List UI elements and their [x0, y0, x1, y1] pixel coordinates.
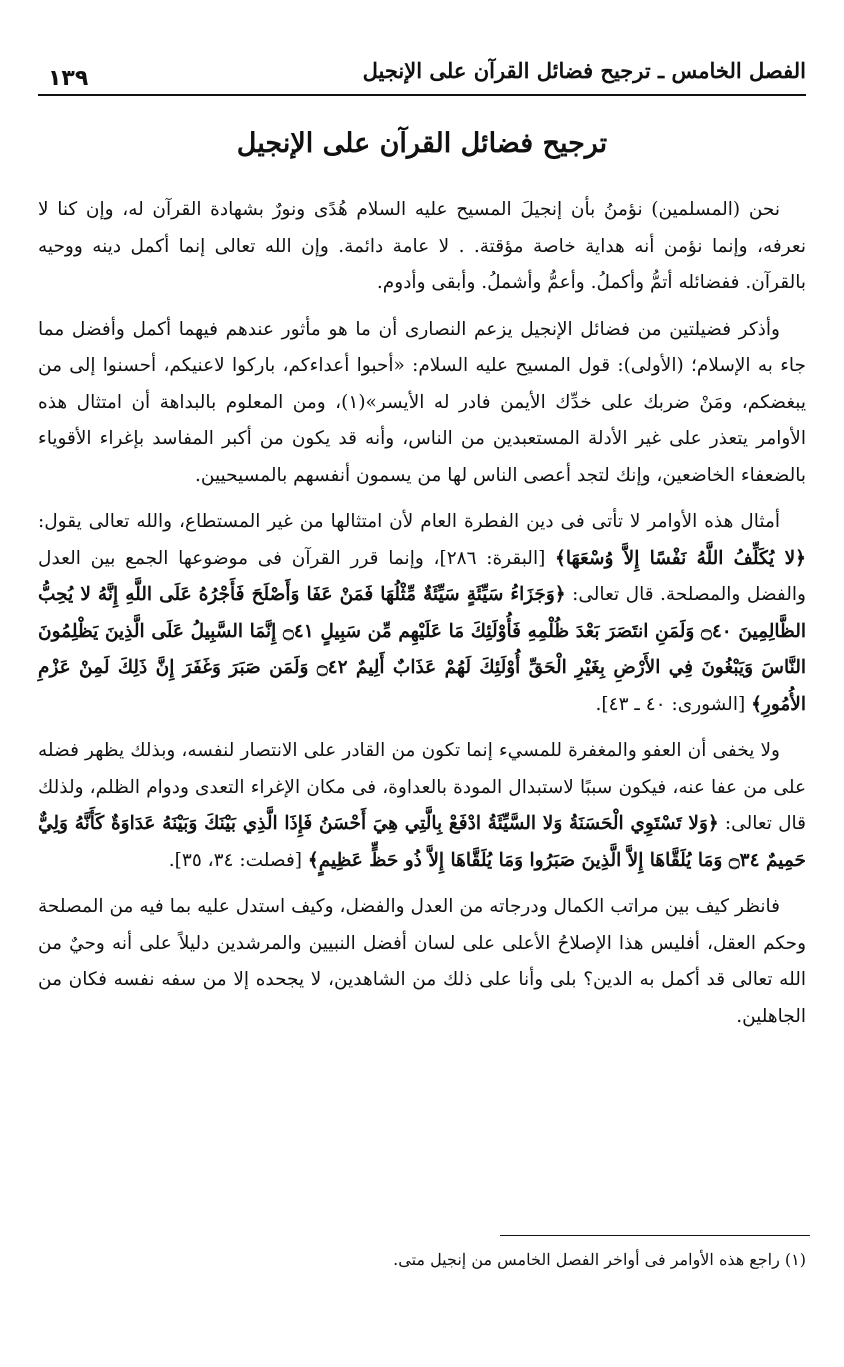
footnote: (١) راجع هذه الأوامر فى أواخر الفصل الخامس من إنجيل متى.	[393, 1250, 806, 1269]
page-header	[38, 52, 806, 96]
text-run: [البقرة: ٢٨٦]، وإنما قرر القرآن فى موضوعها الجمع بين العدل والفضل والمصلحة. قال تعالى:	[38, 547, 806, 605]
running-title: الفصل الخامس ـ ترجيح فضائل القرآن على الإنجيل	[362, 58, 806, 83]
text-run: ولا يخفى أن العفو والمغفرة للمسيء إنما تكون من القادر على الانتصار لنفسه، وبذلك يظهر فضله على من عفا عنه، فيكون سببًا لاستبدال المودة بالعداوة، فى مكان الإغراء التعدى ودوام الظلم، ولذلك قال تعالى:	[38, 740, 806, 834]
footnote-divider	[500, 1235, 810, 1236]
section-title: ترجيح فضائل القرآن على الإنجيل	[236, 128, 608, 159]
page-number: ١٣٩	[48, 66, 89, 91]
quran-verse: ﴿لا يُكَلِّفُ اللَّهُ نَفْسًا إِلاَّ وُسْعَهَا﴾	[555, 547, 806, 569]
paragraph: نحن (المسلمين) نؤمنُ بأن إنجيلَ المسيح عليه السلام هُدًى ونورٌ بشهادة القرآن له، وإن كنا لا نعرفه، وإنما نؤمن أنه هداية خاصة مؤقتة. . لا عامة دائمة. وإن الله تعالى إنما أكمل دينه ووحيه بالقرآن. ففضائله أتمُّ وأكملُ. وأعمُّ وأشملُ. وأبقى وأدوم.	[38, 199, 806, 293]
quran-verse: ﴿وَلا تَسْتَوِي الْحَسَنَةُ وَلا السَّيِّئَةُ ادْفَعْ بِالَّتِي هِيَ أَحْسَنُ فَإِذَا الَّذِي بَيْنَكَ وَبَيْنَهُ عَدَاوَةٌ كَأَنَّهُ وَلِيٌّ حَمِيمٌ ۝٣٤ وَمَا يُلَقَّاهَا إِلاَّ الَّذِينَ صَبَرُوا وَمَا يُلَقَّاهَا إِلاَّ ذُو حَظٍّ عَظِيمٍ﴾	[38, 813, 806, 871]
text-run: أمثال هذه الأوامر لا تأتى فى دين الفطرة العام لأن امتثالها من غير المستطاع، والله تعالى يقول:	[38, 511, 780, 532]
quran-verse: ﴿وَجَزَاءُ سَيِّئَةٍ سَيِّئَةٌ مِّثْلُهَا فَمَنْ عَفَا وَأَصْلَحَ فَأَجْرُهُ عَلَى اللَّهِ إِنَّهُ لا يُحِبُّ الظَّالِمِينَ ۝٤٠ وَلَمَنِ انتَصَرَ بَعْدَ ظُلْمِهِ فَأُوْلَئِكَ مَا عَلَيْهِم مِّن سَبِيلٍ ۝٤١ إِنَّمَا السَّبِيلُ عَلَى الَّذِينَ يَظْلِمُونَ النَّاسَ وَيَبْغُونَ فِي الأَرْضِ بِغَيْرِ الْحَقِّ أُوْلَئِكَ لَهُمْ عَذَابٌ أَلِيمٌ ۝٤٢ وَلَمَن صَبَرَ وَغَفَرَ إِنَّ ذَلِكَ لَمِنْ عَزْمِ الأُمُورِ﴾	[38, 584, 806, 715]
citation: [فصلت: ٣٤، ٣٥].	[168, 849, 308, 871]
paragraph: فانظر كيف بين مراتب الكمال ودرجاته من العدل والفضل، وكيف استدل عليه بما فيه من المصلحة وحكم العقل، أفليس هذا الإصلاحُ الأعلى على لسان أفضل النبيين والمرشدين دليلاً على أنه وحيٌ من الله تعالى قد أكمل به الدين؟ بلى وأنا على ذلك من الشاهدين، لا يجحده إلا من سفه نفسه فكان من الجاهلين.	[38, 896, 806, 1027]
paragraph	[38, 733, 806, 879]
paragraph: وأذكر فضيلتين من فضائل الإنجيل يزعم النصارى أن ما هو مأثور عندهم فيهما أكمل وأفضل مما جاء به الإسلام؛ (الأولى): قول المسيح عليه السلام: «أحبوا أعداءكم، باركوا لاعنيكم، أحسنوا إلى من يبغضكم، ومَنْ ضربك على خدِّك الأيمن فادر له الأيسر»(١)، ومن المعلوم بالبداهة أن امتثال هذه الأوامر يتعذر على غير الأدلة المستعبدين من الناس، وأنه قد يكون من أكبر المفاسد بإغراء الأقوياء بالضعفاء الخاضعين، وإنك لتجد أعصى الناس لها من يسمون أنفسهم بالمسيحيين.	[38, 318, 807, 486]
citation: [الشورى: ٤٠ ـ ٤٣].	[595, 693, 752, 715]
paragraph	[38, 504, 806, 723]
body-text	[38, 192, 806, 1045]
